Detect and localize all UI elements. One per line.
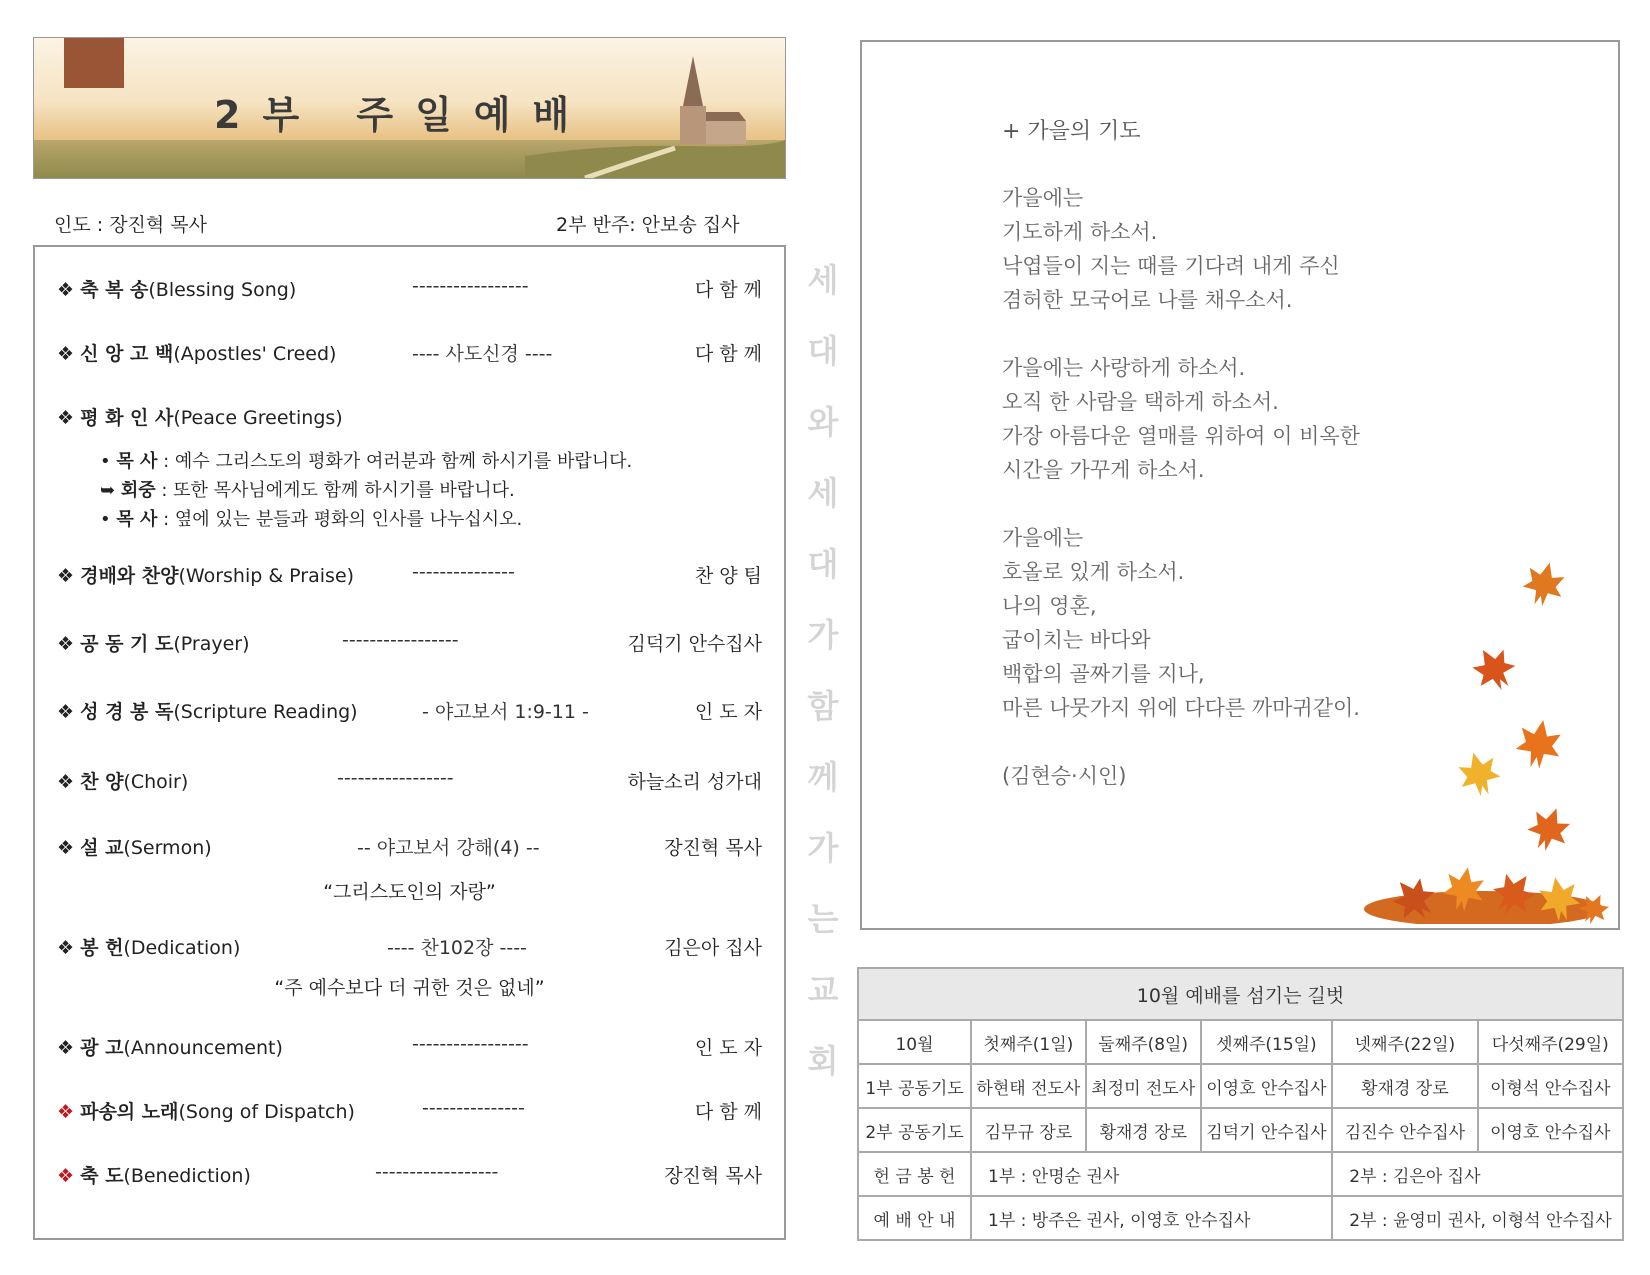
item-title-en: (Scripture Reading) [173, 701, 358, 723]
item-title: 평 화 인 사 [80, 407, 174, 429]
table-cell: 황재경 장로 [1086, 1108, 1201, 1152]
poem-line: (김현승·시인) [1002, 764, 1127, 788]
diamond-icon: ❖ [57, 701, 75, 723]
item-leader: 다 함 께 [694, 1101, 762, 1123]
peace-text: : 예수 그리스도의 평화가 여러분과 함께 하시기를 바랍니다. [157, 451, 633, 472]
table-header: 셋째주(15일) [1201, 1020, 1333, 1064]
item-leader: 찬 양 팀 [694, 565, 762, 587]
item-detail: ----------------- [412, 275, 529, 297]
table-cell: 이영호 안수집사 [1201, 1064, 1333, 1108]
item-detail: ----------------- [337, 767, 454, 789]
table-cell: 예 배 안 내 [858, 1196, 971, 1240]
item-title: 광 고 [80, 1037, 124, 1059]
table-header: 다섯째주(29일) [1478, 1020, 1623, 1064]
item-title: 공 동 기 도 [80, 633, 174, 655]
arrow-icon: ➥ [100, 480, 116, 501]
item-leader: 김은아 집사 [664, 937, 762, 959]
sermon-title: “그리스도인의 자랑” [323, 881, 496, 903]
poem-line: 시간을 가꾸게 하소서. [1002, 458, 1205, 482]
slogan-char: 가 [807, 829, 839, 867]
order-of-worship [33, 245, 786, 1240]
item-title: 신 앙 고 백 [80, 343, 174, 365]
poem-line: 백합의 골짜기를 지나, [1002, 662, 1205, 686]
item-detail: ------------------ [375, 1161, 499, 1183]
table-header: 첫째주(1일) [971, 1020, 1086, 1064]
table-cell: 2부 : 김은아 집사 [1332, 1152, 1623, 1196]
autumn-leaves-image [1284, 544, 1614, 924]
table-row [858, 1108, 1623, 1152]
order-item [57, 1097, 762, 1125]
order-item [57, 1161, 762, 1189]
item-leader: 인 도 자 [694, 701, 762, 723]
table-cell: 1부 공동기도 [858, 1064, 971, 1108]
table-title: 10월 예배를 섬기는 길벗 [858, 968, 1623, 1020]
poem-line: 가을에는 [1002, 186, 1084, 210]
peace-role: 목 사 [116, 451, 158, 472]
diamond-icon: ❖ [57, 937, 75, 959]
item-detail: ---- 찬102장 ---- [387, 937, 527, 959]
item-detail: - 야고보서 1:9-11 - [422, 701, 589, 723]
item-title: 봉 헌 [80, 937, 124, 959]
item-title: 경배와 찬양 [80, 565, 179, 587]
item-title: 축 도 [80, 1165, 124, 1187]
item-title: 축 복 송 [80, 279, 149, 301]
poem-line: 마른 나뭇가지 위에 다다른 까마귀같이. [1002, 696, 1360, 720]
bullet-icon: • [100, 451, 111, 472]
item-title-en: (Sermon) [123, 837, 212, 859]
dedication-hymn: “주 예수보다 더 귀한 것은 없네” [274, 977, 545, 999]
slogan-char: 와 [807, 403, 839, 441]
peace-text: : 옆에 있는 분들과 평화의 인사를 나누십시오. [157, 509, 523, 530]
order-item [57, 697, 762, 725]
banner-accent-square [64, 38, 124, 88]
item-title: 파송의 노래 [80, 1101, 179, 1123]
table-cell: 하현태 전도사 [971, 1064, 1086, 1108]
item-detail: --------------- [422, 1097, 525, 1119]
poem-line: 호올로 있게 하소서. [1002, 560, 1185, 584]
table-header: 넷째주(22일) [1332, 1020, 1477, 1064]
item-title-en: (Prayer) [173, 633, 250, 655]
slogan-char: 가 [807, 616, 839, 654]
item-title-en: (Announcement) [123, 1037, 283, 1059]
item-detail: --------------- [412, 561, 515, 583]
item-title-en: (Apostles' Creed) [173, 343, 337, 365]
table-row [858, 1064, 1623, 1108]
item-title-en: (Song of Dispatch) [178, 1101, 355, 1123]
table-row [858, 1196, 1623, 1240]
leader-label: 인도 : 장진혁 목사 [54, 214, 207, 236]
item-title-en: (Worship & Praise) [178, 565, 355, 587]
slogan-char: 함 [807, 687, 839, 725]
poem-line: 가을에는 사랑하게 하소서. [1002, 356, 1246, 380]
item-title: 찬 양 [80, 771, 124, 793]
table-cell: 2부 공동기도 [858, 1108, 971, 1152]
diamond-icon: ❖ [57, 633, 75, 655]
item-leader: 장진혁 목사 [664, 1165, 762, 1187]
item-leader: 김덕기 안수집사 [627, 633, 762, 655]
diamond-icon: ❖ [57, 343, 75, 365]
service-banner [33, 37, 786, 179]
diamond-icon: ❖ [57, 1037, 75, 1059]
item-leader: 다 함 께 [694, 279, 762, 301]
poem-line: 기도하게 하소서. [1002, 220, 1158, 244]
order-item [57, 403, 762, 431]
item-title-en: (Benediction) [123, 1165, 251, 1187]
poem-line: 나의 영혼, [1002, 594, 1097, 618]
table-cell: 김덕기 안수집사 [1201, 1108, 1333, 1152]
diamond-icon: ❖ [57, 771, 75, 793]
accompanist-label: 2부 반주: 안보송 집사 [556, 214, 740, 236]
poem-line: 낙엽들이 지는 때를 기다려 내게 주신 [1002, 254, 1340, 278]
table-cell: 1부 : 안명순 권사 [971, 1152, 1332, 1196]
slogan-char: 대 [807, 545, 839, 583]
poem-title: + 가을의 기도 [1002, 119, 1141, 144]
serve-table [857, 967, 1624, 1241]
table-cell: 김무규 장로 [971, 1108, 1086, 1152]
slogan-char: 회 [807, 1042, 839, 1080]
table-cell: 이영호 안수집사 [1478, 1108, 1623, 1152]
item-leader: 인 도 자 [694, 1037, 762, 1059]
table-header-row [858, 1020, 1623, 1064]
item-title-en: (Dedication) [123, 937, 241, 959]
slogan-char: 께 [807, 758, 839, 796]
table-cell: 최정미 전도사 [1086, 1064, 1201, 1108]
vertical-slogan [803, 245, 843, 1097]
table-header: 둘째주(8일) [1086, 1020, 1201, 1064]
table-cell: 이형석 안수집사 [1478, 1064, 1623, 1108]
diamond-icon: ❖ [57, 1101, 75, 1123]
item-detail: ----------------- [342, 629, 459, 651]
poem-line: 굽이치는 바다와 [1002, 628, 1151, 652]
bullet-icon: • [100, 509, 111, 530]
item-detail: -- 야고보서 강해(4) -- [357, 837, 540, 859]
slogan-char: 교 [807, 971, 839, 1009]
order-item [57, 767, 762, 795]
order-item [57, 933, 762, 961]
order-item [57, 629, 762, 657]
table-cell: 1부 : 방주은 권사, 이영호 안수집사 [971, 1196, 1332, 1240]
diamond-icon: ❖ [57, 1165, 75, 1187]
item-leader: 다 함 께 [694, 343, 762, 365]
order-item [57, 1033, 762, 1061]
peace-role: 회중 [120, 480, 156, 501]
item-title-en: (Peace Greetings) [173, 407, 343, 429]
slogan-char: 대 [807, 332, 839, 370]
peace-role: 목 사 [116, 509, 158, 530]
peace-line [100, 476, 515, 502]
peace-line [100, 505, 522, 531]
item-title: 설 교 [80, 837, 124, 859]
poem-panel [860, 40, 1620, 930]
order-item [57, 833, 762, 861]
poem-line: 가을에는 [1002, 526, 1084, 550]
diamond-icon: ❖ [57, 279, 75, 301]
peace-line [100, 447, 632, 473]
poem-line: 가장 아름다운 열매를 위하여 이 비옥한 [1002, 424, 1360, 448]
slogan-char: 세 [807, 261, 839, 299]
item-title-en: (Choir) [123, 771, 189, 793]
table-cell: 황재경 장로 [1332, 1064, 1477, 1108]
item-leader: 하늘소리 성가대 [627, 771, 762, 793]
slogan-char: 세 [807, 474, 839, 512]
order-item [57, 561, 762, 589]
order-item [57, 275, 762, 303]
slogan-char: 는 [807, 900, 839, 938]
diamond-icon: ❖ [57, 565, 75, 587]
item-title-en: (Blessing Song) [148, 279, 297, 301]
poem-line: 오직 한 사람을 택하게 하소서. [1002, 390, 1279, 414]
diamond-icon: ❖ [57, 407, 75, 429]
table-cell: 2부 : 윤영미 권사, 이형석 안수집사 [1332, 1196, 1623, 1240]
banner-title: 2부 주일예배 [214, 93, 592, 137]
diamond-icon: ❖ [57, 837, 75, 859]
item-title: 성 경 봉 독 [80, 701, 174, 723]
poem-line: 겸허한 모국어로 나를 채우소서. [1002, 288, 1293, 312]
item-detail: ----------------- [412, 1033, 529, 1055]
table-cell: 헌 금 봉 헌 [858, 1152, 971, 1196]
peace-text: : 또한 목사님에게도 함께 하시기를 바랍니다. [155, 480, 515, 501]
item-detail: ---- 사도신경 ---- [412, 343, 553, 365]
order-item [57, 339, 762, 367]
table-cell: 김진수 안수집사 [1332, 1108, 1477, 1152]
table-header: 10월 [858, 1020, 971, 1064]
table-row [858, 1152, 1623, 1196]
item-leader: 장진혁 목사 [664, 837, 762, 859]
